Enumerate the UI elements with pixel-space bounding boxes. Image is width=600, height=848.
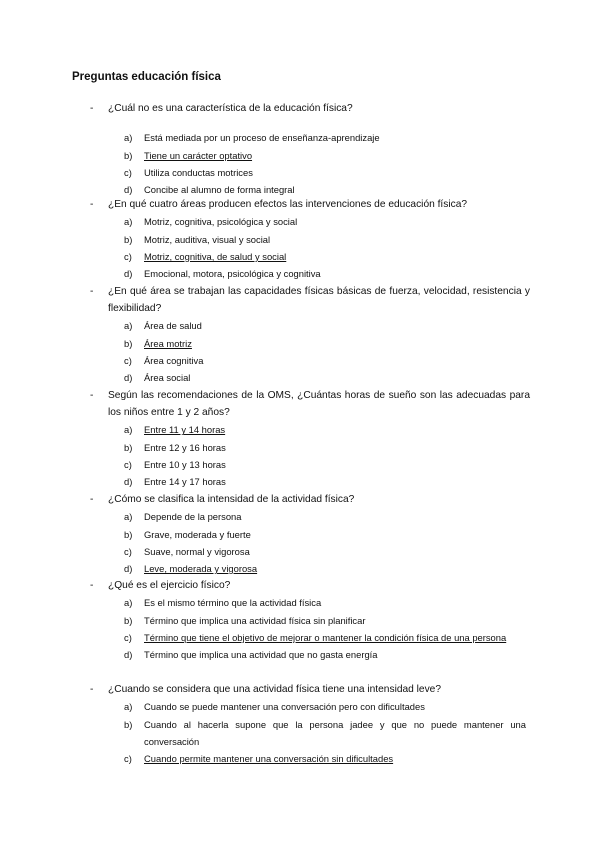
option-letter: b): [124, 614, 133, 626]
option-a: [108, 508, 526, 525]
bullet-dash: -: [90, 494, 94, 505]
option-letter: a): [124, 597, 133, 609]
option-text: Cuando al hacerla supone que la persona jadee y que no puede mantener una conversación: [144, 718, 526, 747]
options-list: [90, 317, 530, 386]
option-text: Término que tiene el objetivo de mejorar o mantener la condición física de una persona: [144, 631, 507, 643]
option-text: Suave, normal y vigorosa: [144, 545, 250, 557]
option-d: [108, 369, 526, 386]
option-letter: c): [124, 545, 132, 557]
option-text: Motriz, cognitiva, psicológica y social: [144, 216, 298, 228]
option-a: [108, 698, 526, 715]
question-text: ¿Qué es el ejercicio físico?: [108, 580, 231, 591]
options-list: [90, 594, 530, 663]
option-text: Grave, moderada y fuerte: [144, 528, 251, 540]
option-letter: a): [124, 132, 133, 144]
question-7: [90, 681, 530, 767]
option-c: [108, 456, 526, 473]
option-text: Motriz, auditiva, visual y social: [144, 233, 271, 245]
option-text: Área cognitiva: [144, 355, 204, 366]
option-b: [108, 231, 526, 248]
option-text: Motriz, cognitiva, de salud y social: [144, 250, 287, 262]
option-letter: d): [124, 184, 133, 196]
option-letter: c): [124, 459, 132, 470]
option-d: [108, 473, 526, 490]
option-letter: a): [124, 320, 133, 332]
option-c-correct: [108, 629, 526, 646]
option-letter: d): [124, 372, 133, 384]
option-text: Depende de la persona: [144, 511, 242, 523]
option-letter: c): [124, 631, 132, 643]
option-text: Entre 12 y 16 horas: [144, 441, 226, 453]
option-a-correct: [108, 421, 526, 438]
bullet-dash: -: [90, 103, 94, 114]
option-letter: a): [124, 511, 133, 523]
option-text: Emocional, motora, psicológica y cognitiva: [144, 268, 321, 280]
option-d: [108, 646, 526, 663]
question-3: [90, 283, 530, 387]
option-letter: b): [124, 149, 133, 161]
option-b: [108, 612, 526, 629]
question-5: [90, 491, 530, 577]
option-text: Cuando permite mantener una conversación sin dificultades: [144, 753, 394, 765]
question-4: [90, 387, 530, 491]
option-d-correct: [108, 560, 526, 577]
question-6: [90, 577, 530, 663]
bullet-dash: -: [90, 199, 94, 210]
bullet-dash: -: [90, 580, 94, 591]
option-text: Utiliza conductas motrices: [144, 166, 253, 178]
options-list: [90, 213, 530, 282]
option-text: Término que implica una actividad física sin planificar: [144, 614, 366, 626]
option-text: Término que implica una actividad que no gasta energía: [144, 649, 378, 661]
option-a: [108, 129, 526, 146]
option-letter: a): [124, 701, 133, 713]
option-c-correct: [108, 248, 526, 265]
option-b-correct: [108, 147, 526, 164]
option-b: [108, 526, 526, 543]
option-letter: b): [124, 337, 133, 349]
question-text: ¿En qué área se trabajan las capacidades físicas básicas de fuerza, velocidad, resistencia y flexibilidad?: [108, 286, 530, 315]
question-text: ¿En qué cuatro áreas producen efectos las intervenciones de educación física?: [108, 199, 468, 210]
option-text: Entre 10 y 13 horas: [144, 459, 226, 470]
option-c: [108, 164, 526, 181]
option-a: [108, 213, 526, 230]
option-letter: b): [124, 528, 133, 540]
options-list: [90, 421, 530, 490]
option-letter: d): [124, 649, 133, 661]
question-text: Según las recomendaciones de la OMS, ¿Cuántas horas de sueño son las adecuadas para los niños entre 1 y 2 años?: [108, 390, 530, 419]
option-letter: a): [124, 216, 133, 228]
option-d: [108, 265, 526, 282]
option-letter: b): [124, 441, 133, 453]
question-text: ¿Cómo se clasifica la intensidad de la actividad física?: [108, 494, 355, 505]
option-text: Está mediada por un proceso de enseñanza-aprendizaje: [144, 132, 380, 144]
option-b: [108, 716, 526, 751]
option-letter: c): [124, 166, 132, 178]
option-letter: a): [124, 424, 133, 436]
option-text: Entre 14 y 17 horas: [144, 476, 226, 488]
option-text: Es el mismo término que la actividad física: [144, 597, 322, 609]
option-letter: c): [124, 753, 132, 765]
option-c: [108, 543, 526, 560]
option-letter: b): [124, 718, 133, 730]
option-text: Área motriz: [144, 337, 192, 349]
option-text: Tiene un carácter optativo: [144, 149, 253, 161]
option-letter: c): [124, 250, 132, 262]
option-c: [108, 352, 526, 369]
options-list: [90, 508, 530, 577]
page-title: Preguntas educación física: [72, 71, 221, 83]
option-text: Área social: [144, 372, 191, 384]
option-letter: d): [124, 476, 133, 488]
question-1: [90, 100, 530, 198]
question-text: ¿Cuando se considera que una actividad física tiene una intensidad leve?: [108, 684, 442, 695]
option-letter: d): [124, 563, 133, 575]
option-text: Entre 11 y 14 horas: [144, 424, 226, 436]
options-list: [90, 698, 530, 767]
options-list: [90, 129, 530, 198]
option-text: Leve, moderada y vigorosa: [144, 563, 258, 575]
bullet-dash: -: [90, 286, 94, 297]
option-letter: d): [124, 268, 133, 280]
option-letter: c): [124, 355, 132, 366]
question-text: ¿Cuál no es una característica de la educación física?: [108, 103, 353, 114]
option-b-correct: [108, 335, 526, 352]
option-text: Área de salud: [144, 320, 202, 332]
option-c-correct: [108, 750, 526, 767]
option-b: [108, 439, 526, 456]
option-text: Concibe al alumno de forma integral: [144, 184, 295, 196]
option-a: [108, 317, 526, 334]
bullet-dash: -: [90, 684, 94, 695]
option-a: [108, 594, 526, 611]
option-text: Cuando se puede mantener una conversación pero con dificultades: [144, 701, 425, 713]
question-2: [90, 196, 530, 282]
option-letter: b): [124, 233, 133, 245]
bullet-dash: -: [90, 390, 94, 401]
